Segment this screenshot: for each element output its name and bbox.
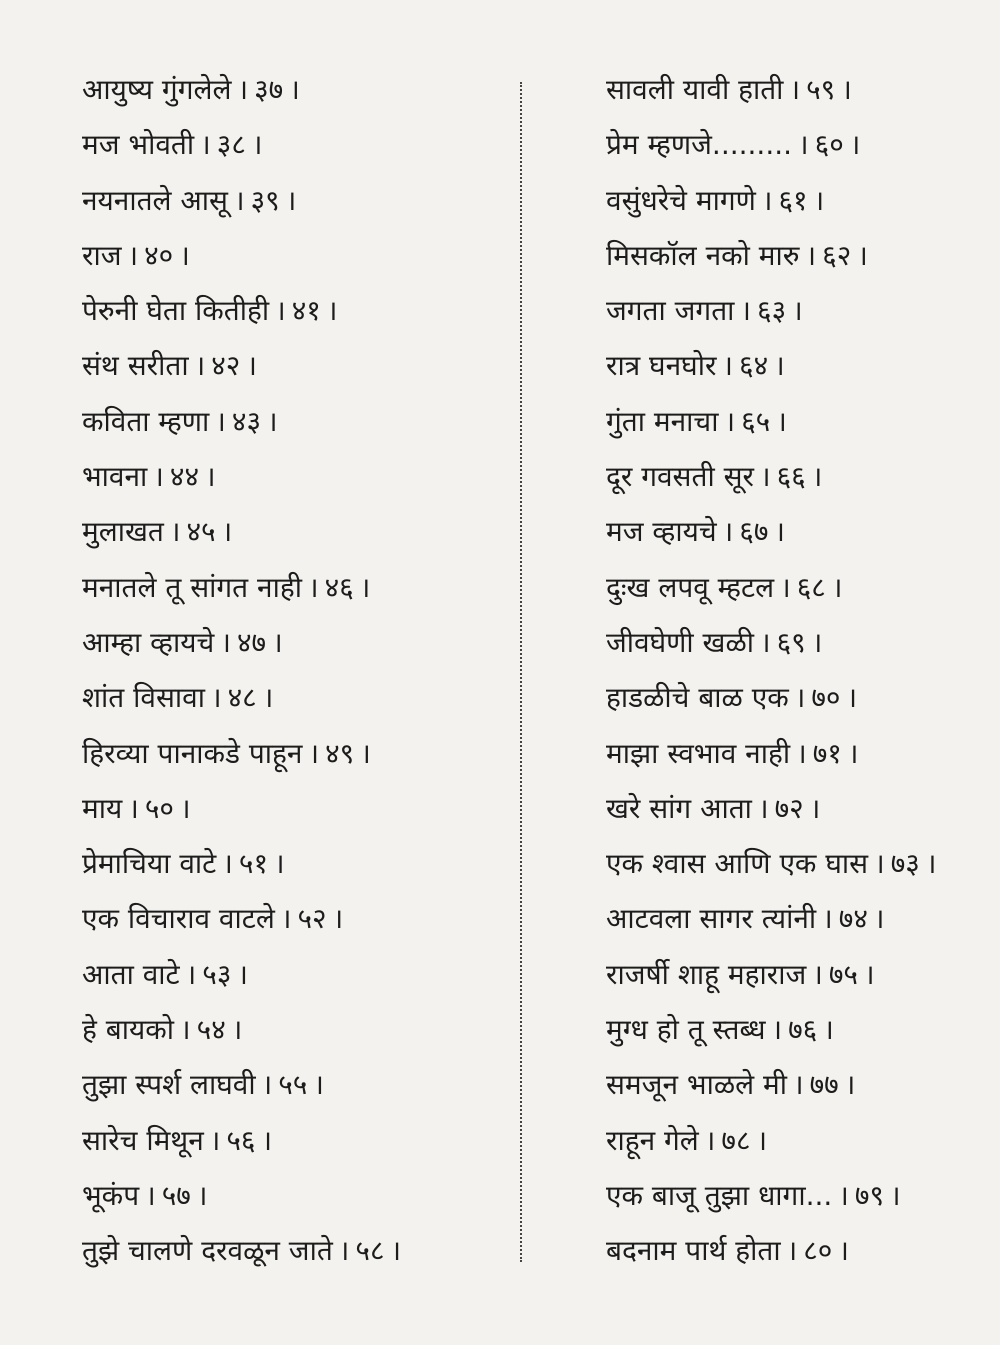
entry-separator: । (863, 957, 875, 991)
entry-separator: । (789, 73, 801, 106)
contents-entry (82, 891, 502, 946)
entry-separator: । (221, 515, 233, 549)
entry-page-number: ५१ (238, 847, 269, 881)
entry-page-number: ७८ (721, 1123, 751, 1157)
entry-separator: । (857, 238, 868, 272)
entry-page-number: ४२ (211, 349, 241, 383)
entry-separator: । (179, 238, 190, 272)
right-contents-column (606, 62, 986, 1279)
entry-separator: । (757, 791, 769, 825)
entry-title: आटवला सागर त्यांनी (606, 902, 817, 936)
entry-separator: । (196, 1178, 208, 1212)
entry-title: आता वाटे (82, 957, 180, 991)
contents-entry (82, 117, 502, 172)
entry-title: मज व्हायचे (606, 515, 717, 549)
entry-title: प्रेमाचिया वाटे (82, 847, 217, 881)
contents-entry (82, 1002, 502, 1057)
entry-page-number: ५० (144, 791, 174, 825)
dotted-divider (520, 82, 522, 1262)
entry-separator: । (847, 736, 859, 770)
entry-separator: । (722, 349, 734, 383)
contents-entry (82, 670, 502, 725)
contents-entry (606, 836, 986, 891)
contents-entry (606, 560, 986, 615)
entry-title: भूकंप (82, 1178, 140, 1212)
contents-entry (82, 615, 502, 670)
entry-separator: । (874, 847, 885, 881)
contents-entry (82, 1223, 502, 1278)
contents-entry (606, 338, 986, 393)
entry-separator: । (822, 902, 833, 936)
entry-title: खरे सांग आता (606, 791, 752, 825)
entry-title: गुंता मनाचा (606, 404, 719, 438)
entry-separator: । (237, 957, 249, 991)
entry-separator: । (759, 625, 771, 659)
entry-separator: । (153, 460, 164, 494)
contents-entry (82, 560, 502, 615)
entry-title: भावना (82, 460, 148, 494)
entry-separator: । (812, 957, 823, 991)
left-contents-column (82, 62, 502, 1279)
contents-entry (82, 504, 502, 559)
entry-title: जीवघेणी खळी (606, 625, 754, 659)
entry-separator: । (831, 570, 843, 604)
entry-separator: । (307, 570, 319, 604)
entry-title: तुझा स्पर्श लाघवी (82, 1068, 256, 1102)
entry-page-number: ४९ (325, 736, 355, 770)
entry-separator: । (267, 404, 278, 438)
entry-separator: । (390, 1234, 402, 1268)
entry-page-number: ४८ (227, 681, 257, 715)
entry-separator: । (823, 1013, 834, 1047)
entry-separator: । (809, 791, 821, 825)
entry-separator: । (200, 128, 211, 162)
contents-entry (82, 1113, 502, 1168)
entry-title: हिरव्या पानाकडे पाहून (82, 736, 303, 770)
entry-separator: । (925, 847, 937, 881)
entry-title: वसुंधरेचे मागणे (606, 183, 756, 217)
entry-page-number: ६५ (741, 404, 771, 438)
contents-entry (606, 394, 986, 449)
entry-separator: । (813, 183, 825, 217)
contents-entry (606, 173, 986, 228)
contents-entry (606, 891, 986, 946)
entry-title: सावली यावी हाती (606, 73, 784, 106)
entry-separator: । (128, 791, 139, 825)
entry-separator: । (180, 791, 191, 825)
entry-page-number: ५८ (355, 1234, 385, 1268)
entry-title: प्रेम म्हणजे......... (606, 128, 793, 162)
entry-separator: । (280, 902, 292, 936)
entry-separator: । (313, 1068, 324, 1102)
entry-separator: । (811, 460, 823, 494)
entry-separator: । (793, 1068, 804, 1102)
entry-separator: । (849, 128, 861, 162)
entry-separator: । (771, 1013, 783, 1047)
entry-title: जगता जगता (606, 294, 735, 328)
entry-title: नयनातले आसू (82, 183, 228, 217)
entry-separator: । (740, 294, 752, 328)
entry-title: संथ सरीता (82, 349, 189, 383)
entry-separator: । (798, 128, 809, 162)
entry-title: रात्र घनघोर (606, 349, 717, 383)
entry-title: दूर गवसती सूर (606, 460, 754, 494)
entry-separator: । (722, 515, 734, 549)
entry-page-number: ३७ (254, 73, 284, 106)
entry-page-number: ६९ (776, 625, 806, 659)
entry-separator: । (780, 570, 791, 604)
entry-page-number: ७१ (812, 736, 842, 770)
entry-page-number: ४० (144, 238, 174, 272)
entry-title: एक बाजू तुझा धागा... (606, 1178, 833, 1212)
entry-title: राज (82, 238, 122, 272)
contents-entry (606, 615, 986, 670)
entry-page-number: ७२ (774, 791, 804, 825)
entry-separator: । (231, 1013, 243, 1047)
entry-title: बदनाम पार्थ होता (606, 1234, 781, 1268)
contents-entry (82, 947, 502, 1002)
entry-title: राजर्षी शाहू महाराज (606, 957, 807, 991)
entry-separator: । (209, 1123, 221, 1157)
entry-separator: । (220, 625, 231, 659)
entry-separator: । (222, 847, 233, 881)
contents-entry (606, 449, 986, 504)
entry-title: सारेच मिथून (82, 1123, 204, 1157)
entry-separator: । (756, 1123, 768, 1157)
entry-separator: । (332, 902, 344, 936)
contents-entry (606, 781, 986, 836)
contents-entry (606, 726, 986, 781)
entry-title: हे बायको (82, 1013, 175, 1047)
entry-title: तुझे चालणे दरवळून जाते (82, 1234, 333, 1268)
contents-entry (82, 173, 502, 228)
entry-separator: । (127, 238, 139, 272)
contents-entry (82, 62, 502, 117)
contents-entry (606, 947, 986, 1002)
entry-title: मनातले तू सांगत नाही (82, 570, 302, 604)
entry-separator: । (796, 736, 807, 770)
entry-page-number: ५४ (196, 1013, 226, 1047)
entry-separator: । (724, 404, 736, 438)
entry-page-number: ४३ (231, 404, 262, 438)
entry-page-number: ६७ (739, 515, 769, 549)
contents-entry (606, 1057, 986, 1112)
entry-page-number: ७४ (838, 902, 868, 936)
entry-title: माय (82, 791, 123, 825)
entry-page-number: ५३ (202, 957, 232, 991)
entry-separator: । (246, 349, 257, 383)
contents-entry (606, 117, 986, 172)
entry-separator: । (792, 294, 803, 328)
entry-separator: । (237, 73, 249, 106)
contents-entry (606, 1168, 986, 1223)
entry-title: आयुष्य गुंगलेले (82, 73, 232, 106)
entry-page-number: ६४ (739, 349, 769, 383)
entry-separator: । (786, 1234, 798, 1268)
contents-entry (82, 228, 502, 283)
entry-separator: । (169, 515, 181, 549)
contents-entry (82, 338, 502, 393)
entry-separator: । (261, 1068, 273, 1102)
entry-page-number: ५२ (297, 902, 327, 936)
contents-entry (606, 1002, 986, 1057)
entry-page-number: ७६ (788, 1013, 818, 1047)
contents-entry (606, 228, 986, 283)
entry-separator: । (215, 404, 226, 438)
entry-title: मिसकॉल नको मारु (606, 238, 800, 272)
entry-page-number: ४४ (169, 460, 200, 494)
entry-separator: । (794, 681, 806, 715)
contents-entry (82, 836, 502, 891)
contents-entry (82, 449, 502, 504)
entry-separator: । (308, 736, 320, 770)
entry-separator: । (838, 1234, 849, 1268)
entry-separator: । (145, 1178, 156, 1212)
entry-title: कविता म्हणा (82, 404, 210, 438)
contents-entry (82, 1057, 502, 1112)
entry-title: पेरुनी घेता कितीही (82, 294, 270, 328)
entry-separator: । (761, 183, 773, 217)
entry-page-number: ३९ (250, 183, 280, 217)
entry-title: राहून गेले (606, 1123, 699, 1157)
entry-page-number: ६६ (776, 460, 806, 494)
entry-page-number: ६० (814, 128, 844, 162)
entry-separator: । (233, 183, 245, 217)
entry-separator: । (841, 73, 852, 106)
entry-page-number: ६२ (822, 238, 852, 272)
entry-title: मज भोवती (82, 128, 195, 162)
entry-separator: । (805, 238, 817, 272)
entry-title: माझा स्वभाव नाही (606, 736, 791, 770)
entry-separator: । (759, 460, 771, 494)
entry-title: एक श्वास आणि एक घास (606, 847, 869, 881)
entry-separator: । (838, 1178, 849, 1212)
entry-separator: । (776, 404, 787, 438)
entry-separator: । (890, 1178, 901, 1212)
entry-separator: । (326, 294, 338, 328)
entry-page-number: ६३ (757, 294, 787, 328)
entry-page-number: ६८ (796, 570, 826, 604)
entry-separator: । (359, 570, 371, 604)
entry-page-number: ४७ (236, 625, 267, 659)
entry-page-number: ५६ (226, 1123, 256, 1157)
entry-page-number: ५९ (806, 73, 836, 106)
entry-title: शांत विसावा (82, 681, 205, 715)
entry-separator: । (704, 1123, 716, 1157)
entry-title: समजून भाळले मी (606, 1068, 787, 1102)
entry-page-number: ८० (803, 1234, 833, 1268)
entry-page-number: ४५ (186, 515, 216, 549)
entry-page-number: ७० (811, 681, 841, 715)
entry-page-number: ३८ (216, 128, 246, 162)
entry-title: हाडळीचे बाळ एक (606, 681, 789, 715)
entry-separator: । (272, 625, 283, 659)
entry-page-number: ५७ (161, 1178, 191, 1212)
contents-entry (606, 504, 986, 559)
entry-separator: । (180, 1013, 191, 1047)
contents-entry (606, 283, 986, 338)
entry-title: मुलाखत (82, 515, 164, 549)
entry-title: एक विचाराव वाटले (82, 902, 275, 936)
contents-entry (606, 670, 986, 725)
entry-separator: । (251, 128, 263, 162)
contents-entry (606, 62, 986, 117)
entry-separator: । (205, 460, 216, 494)
entry-page-number: ७९ (854, 1178, 885, 1212)
entry-separator: । (811, 625, 823, 659)
entry-page-number: ७५ (828, 957, 858, 991)
entry-separator: । (360, 736, 371, 770)
entry-page-number: ५५ (278, 1068, 308, 1102)
entry-title: दुःख लपवू म्हटल (606, 570, 775, 604)
contents-entry (82, 781, 502, 836)
contents-entry (606, 1223, 986, 1278)
entry-separator: । (274, 847, 285, 881)
contents-entry (606, 1113, 986, 1168)
entry-separator: । (210, 681, 222, 715)
contents-entry (82, 283, 502, 338)
entry-separator: । (846, 681, 858, 715)
entry-page-number: ४१ (291, 294, 321, 328)
entry-separator: । (289, 73, 300, 106)
entry-page-number: ४६ (324, 570, 354, 604)
contents-entry (82, 726, 502, 781)
entry-title: आम्हा व्हायचे (82, 625, 215, 659)
entry-page-number: ७७ (809, 1068, 839, 1102)
entry-separator: । (774, 349, 785, 383)
entry-separator: । (262, 681, 274, 715)
entry-separator: । (774, 515, 786, 549)
entry-title: मुग्ध हो तू स्तब्ध (606, 1013, 766, 1047)
contents-entry (82, 1168, 502, 1223)
entry-separator: । (285, 183, 297, 217)
entry-separator: । (194, 349, 206, 383)
entry-page-number: ७३ (890, 847, 920, 881)
entry-separator: । (275, 294, 286, 328)
contents-entry (82, 394, 502, 449)
entry-separator: । (844, 1068, 856, 1102)
entry-separator: । (185, 957, 197, 991)
entry-separator: । (873, 902, 885, 936)
entry-separator: । (261, 1123, 273, 1157)
entry-page-number: ६१ (778, 183, 808, 217)
entry-separator: । (338, 1234, 350, 1268)
